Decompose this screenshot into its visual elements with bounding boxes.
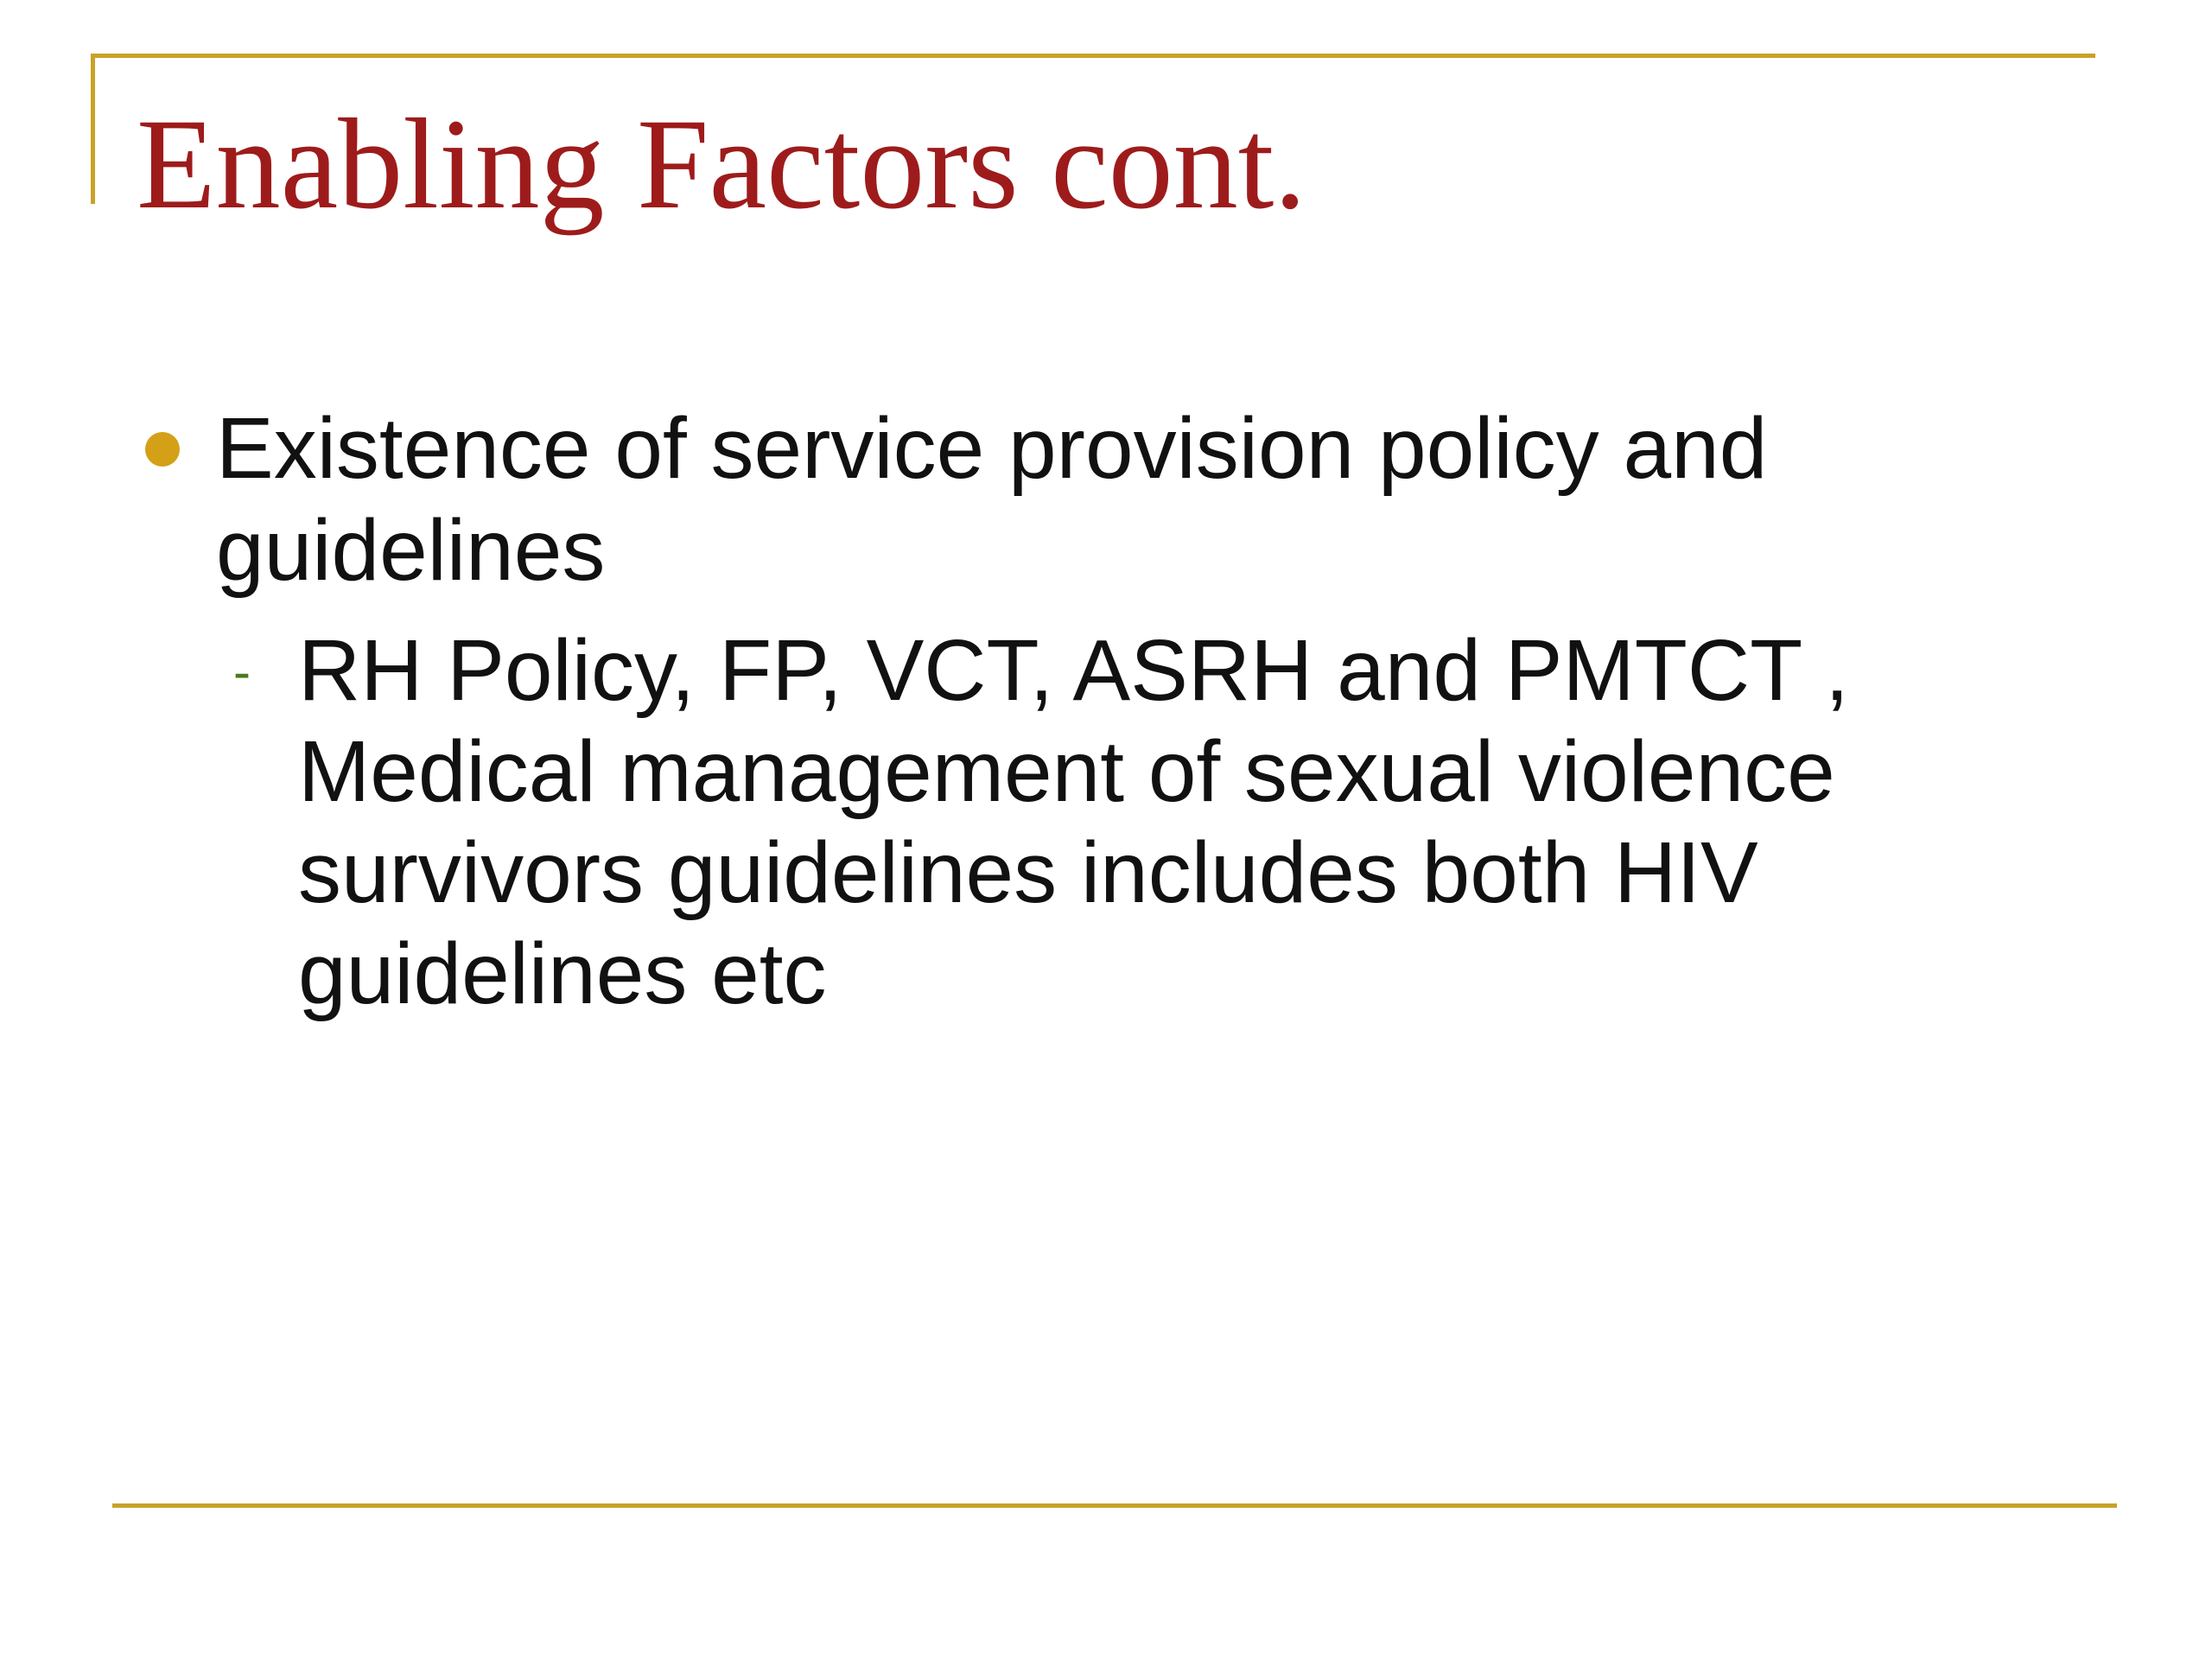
bullet-text: Existence of service provision policy and guidelines xyxy=(216,400,1768,599)
bottom-rule xyxy=(112,1503,2117,1508)
sub-bullet-text: RH Policy, FP, VCT, ASRH and PMTCT , Medical management of sexual violence survivors guidelines includes both HIV guidelines etc xyxy=(298,622,1849,1022)
slide-title: Enabling Factors cont. xyxy=(137,92,1306,236)
bullet-dot-icon xyxy=(145,432,180,467)
dash-icon: - xyxy=(233,643,251,701)
